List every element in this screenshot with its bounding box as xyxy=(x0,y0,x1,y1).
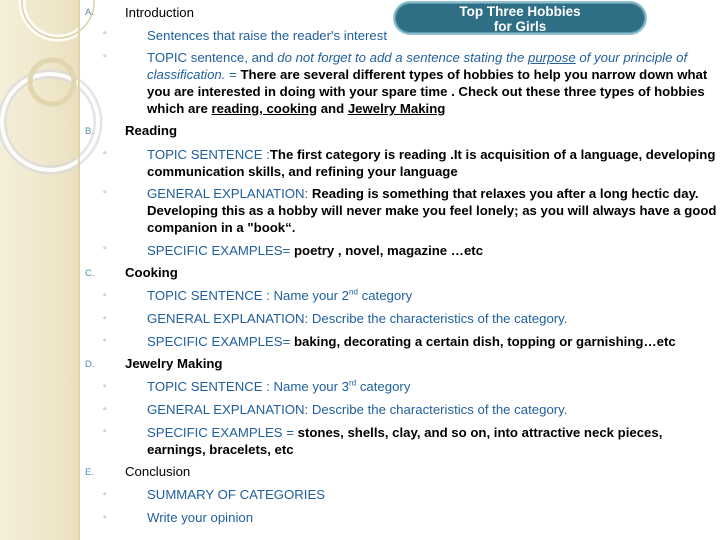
jewelry-specific-examples: SPECIFIC EXAMPLES = stones, shells, clay, and so on, into attractive neck pieces, earnings, bracelets, etc xyxy=(147,425,663,457)
bullet-icon: ◦ xyxy=(103,28,107,39)
jewelry-general-explanation: GENERAL EXPLANATION: Describe the characteristics of the category. xyxy=(147,402,568,417)
bullet-icon: ◦ xyxy=(103,313,107,324)
reading-specific-examples: SPECIFIC EXAMPLES= poetry , novel, magazine …etc xyxy=(147,243,484,258)
jewelry-topic-sentence: TOPIC SENTENCE : Name your 3rd category xyxy=(147,378,411,394)
section-letter: B. xyxy=(85,126,94,137)
bullet-icon: ◦ xyxy=(103,51,107,62)
bullet-icon: ◦ xyxy=(103,489,107,500)
section-heading-jewelry-making: Jewelry Making xyxy=(125,356,223,371)
bullet-icon: ◦ xyxy=(103,148,107,159)
decorative-rings xyxy=(0,0,80,540)
section-letter: C. xyxy=(85,268,95,279)
bullet-icon: ◦ xyxy=(103,243,107,254)
cooking-general-explanation: GENERAL EXPLANATION: Describe the characteristics of the category. xyxy=(147,311,568,326)
reading-general-explanation: GENERAL EXPLANATION: Reading is something that relaxes you after a long hectic day. Developing this as a hobby will never make you feel lonely; as you will always have a good companion in a "book“. xyxy=(147,186,717,235)
intro-bullet-2: TOPIC sentence, and do not forget to add a sentence stating the purpose of your principle of classification. = There are several different types of hobbies to help you narrow down what you are interested in doing with your spare time . Check out these three types of hobbies which are reading, cooking and Jewelry Making xyxy=(147,50,708,116)
section-letter: D. xyxy=(85,359,95,370)
intro-bullet-1: Sentences that raise the reader's interest xyxy=(147,28,388,43)
bullet-icon: ◦ xyxy=(103,512,107,523)
bullet-icon: ◦ xyxy=(103,335,107,346)
section-heading-conclusion: Conclusion xyxy=(125,464,191,479)
bullet-icon: ◦ xyxy=(103,404,107,415)
title-line-1: Top Three Hobbies xyxy=(459,3,581,19)
title-line-2: for Girls xyxy=(493,18,547,34)
decorative-sidebar xyxy=(0,0,80,540)
section-heading-reading: Reading xyxy=(125,123,178,138)
section-letter: E. xyxy=(85,467,94,478)
bullet-icon: ◦ xyxy=(103,290,107,301)
section-heading-cooking: Cooking xyxy=(125,265,178,280)
reading-topic-sentence: TOPIC SENTENCE :The first category is reading .It is acquisition of a language, developing communication skills, and refining your language xyxy=(147,147,716,179)
conclusion-bullet-2: Write your opinion xyxy=(147,510,254,525)
section-heading-introduction: Introduction xyxy=(125,5,194,20)
cooking-topic-sentence: TOPIC SENTENCE : Name your 2nd category xyxy=(147,287,413,303)
conclusion-bullet-1: SUMMARY OF CATEGORIES xyxy=(147,487,326,502)
cooking-specific-examples: SPECIFIC EXAMPLES= baking, decorating a certain dish, topping or garnishing…etc xyxy=(147,334,676,349)
bullet-icon: ◦ xyxy=(103,426,107,437)
bullet-icon: ◦ xyxy=(103,381,107,392)
bullet-icon: ◦ xyxy=(103,187,107,198)
section-letter: A. xyxy=(85,7,94,18)
